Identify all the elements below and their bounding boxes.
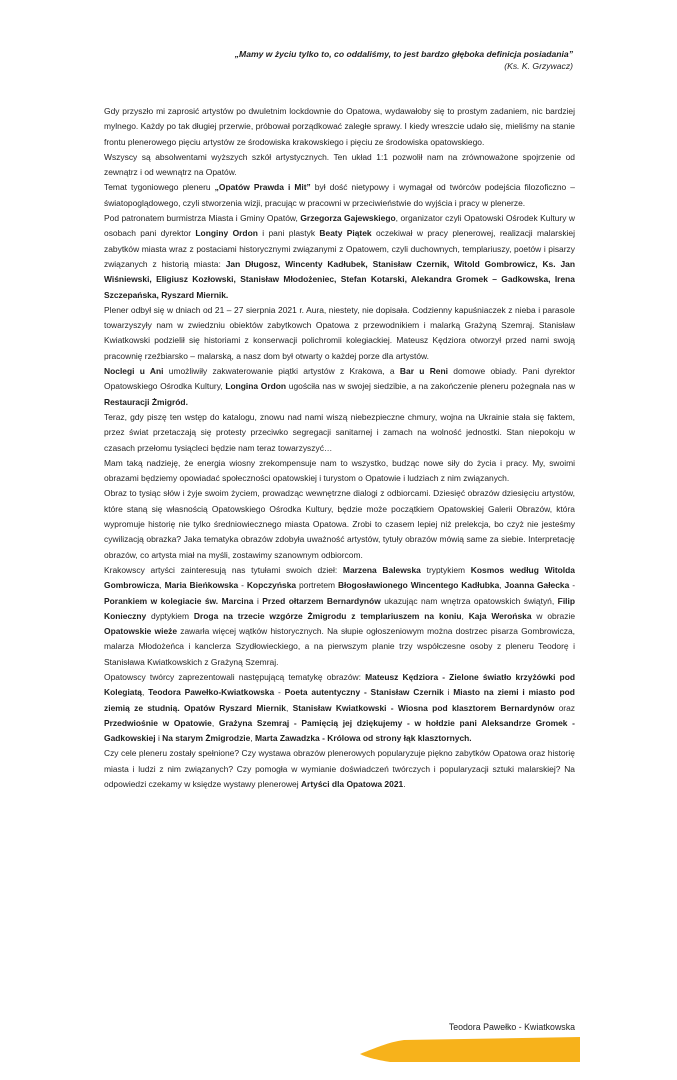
text-run: Gdy przyszło mi zaprosić artystów po dwuletnim lockdownie do Opatowa, wydawałoby się to prostym zadaniem, nic bardziej mylnego. Każdy po tak długiej przerwie, próbował porządkować zaległe sprawy. I kiedy wreszcie udało się, mieliśmy na stanie frontu plenerowego pięciu artystów ze środowiska krakowskiego i pięciu ze środowiska opatowskiego. [104, 106, 575, 147]
text-run: , [250, 733, 256, 744]
text-run: Temat tygoniowego pleneru [104, 182, 215, 193]
bold-text-run: Bar u Reni [399, 366, 449, 377]
bold-text-run: Filip Konieczny [104, 595, 576, 621]
text-run: był dość nietypowy i wymagał od twórców podejścia filozoficzno – światopoglądowego, czyli stworzenia wizji, pracując w pracowni w przeciwieństwie do wyjścia i pracy w plenerze. [104, 182, 575, 208]
bold-text-run: Artyści dla Opatowa 2021 [300, 779, 404, 790]
text-run: Czy cele pleneru zostały spełnione? Czy wystawa obrazów plenerowych popularyzuje piękno zabytków Opatowa oraz historię miasta i ludzi z nim związanych? Czy pomogła w wymianie doświadczeń twórczych i popularyzacji sztuki malarskiej? Na odpowiedzi czekamy w księdze wystawy plenerowej [104, 748, 575, 790]
bold-text-run: Mateusz Kędziora - Zielone światło krzyżówki pod Kolegiatą [104, 671, 575, 698]
bold-text-run: Przedwiośnie w Opatowie [104, 717, 212, 728]
bold-text-run: Droga na trzecie wzgórze Żmigrodu z templariuszem na koniu [193, 610, 462, 621]
bold-text-run: Przed ołtarzem Bernardynów [262, 595, 381, 606]
text-run: i [253, 595, 263, 606]
bold-text-run: Opatowskie wieże [104, 626, 178, 637]
brush-stroke-shape [360, 1037, 580, 1062]
bold-text-run: Maria Bieńkowska [164, 580, 239, 591]
text-run: - [238, 580, 247, 591]
text-run: , [211, 717, 219, 728]
body-paragraph [104, 670, 575, 746]
body-paragraph [104, 303, 575, 364]
bold-text-run: Poeta autentyczny - Stanisław Czernik [284, 687, 444, 698]
bold-text-run: Marta Zawadzka - Królowa od strony łąk klasztornych. [255, 733, 472, 744]
body-paragraph [104, 211, 575, 303]
text-run: Obraz to tysiąc słów i żyje swoim życiem, prowadząc wewnętrzne dialogi z odbiorcami. Dziesięć obrazów dziesięciu artystów, które staną się własnością Opatowskiego Ośrodka Kultury, będzie może początkiem Opatowskiej Galerii Obrazów, która wypromuje historię nie tylko średniowiecznego miasta Opatowa. Zrobi to czasem lepiej niż prelekcja, bo czyż nie jesteśmy cywilizacją obrazka? Jaka tematyka obrazów zdobyła uważność artystów, tytuły obrazów mówią same za siebie. Interpretację obrazów, co artysta miał na myśli, zostawimy szanownym odbiorcom. [104, 488, 575, 560]
bold-text-run: Marzena Balewska [342, 564, 421, 575]
article-body [104, 104, 575, 792]
text-run: Teraz, gdy piszę ten wstęp do katalogu, znowu nad nami wiszą niebezpieczne chmury, wojna na Ukrainie stała się faktem, przez świat przetaczają się protesty przeciwko segregacji sanitarnej i zamach na wolność jednostki. Stan niepokoju w czasach przełomu tysiącleci będzie nam teraz towarzyszyć… [104, 411, 575, 453]
bold-text-run: Joanna Gałecka [504, 580, 570, 591]
text-run: umożliwiły zakwaterowanie piątki artystów z Krakowa, a [163, 366, 400, 377]
text-run: , [141, 687, 149, 698]
text-run: Krakowscy artyści zainteresują nas tytułami swoich dzieł: [104, 564, 343, 575]
bold-text-run: Beaty Piątek [319, 228, 372, 239]
text-run: i pani plastyk [257, 228, 320, 239]
text-run: . [403, 779, 406, 790]
text-run: Mam taką nadzieję, że energia wiosny zrekompensuje nam to wszystko, budząc nowe siły do życia i pracy. My, swoimi obrazami będziemy opowiadać społeczności opatowskiej i turystom o Opatowie i ludziach z nim związanych. [104, 457, 575, 484]
quote-author: (Ks. K. Grzywacz) [504, 61, 573, 71]
text-run: ugościła nas w swojej siedzibie, a na zakończenie pleneru pożegnała nas w [286, 381, 575, 392]
text-run: - [274, 687, 285, 698]
decorative-brush-stripe [360, 1034, 580, 1062]
bold-text-run: Porankiem w kolegiacie św. Marcina [104, 595, 254, 606]
text-run: i [155, 733, 163, 744]
body-paragraph [104, 104, 575, 150]
bold-text-run: Noclegi u Ani [104, 366, 164, 377]
text-run: ukazując nam wnętrza opatowskich świątyń, [380, 595, 558, 606]
author-signature: Teodora Pawełko - Kwiatkowska [448, 1022, 575, 1032]
bold-text-run: „Opatów Prawda i Mit” [214, 182, 311, 193]
text-run: , [461, 610, 469, 621]
bold-text-run: Kopczyńska [246, 580, 297, 591]
bold-text-run: Stanisław Kwiatkowski - Wiosna pod klasztorem Bernardynów [292, 702, 555, 713]
header-quote: „Mamy w życiu tylko to, co oddaliśmy, to jest bardzo głęboka definicja posiadania” [234, 49, 573, 59]
bold-text-run: Restauracji Żmigród. [104, 396, 188, 407]
text-run: , [499, 580, 505, 591]
header-quote-block [113, 48, 573, 72]
text-run: w obrazie [531, 610, 576, 621]
body-paragraph [104, 563, 575, 670]
text-run: portretem [296, 580, 338, 591]
bold-text-run: Longiny Ordon [195, 228, 258, 239]
bold-text-run: Błogosławionego Wincentego Kadłubka [337, 580, 500, 591]
text-run: , organizator czyli Opatowski Ośrodek Kultury w osobach pani dyrektor [104, 213, 575, 239]
bold-text-run: Na starym Żmigrodzie [162, 733, 251, 744]
text-run: , [159, 580, 165, 591]
text-run: zawarła więcej wątków historycznych. Na słupie ogłoszeniowym można dostrzec pisarza Gombrowicza, malarza Młodożeńca i kanclerza Szydłowieckiego, a na pierwszym planie trzy współczesne osoby z pleneru Teodorę i Stanisława Kwiatkowskich z Grażyną Szemraj. [104, 626, 576, 667]
body-paragraph [104, 746, 575, 792]
body-paragraph [104, 364, 575, 410]
text-run: dyptykiem [146, 610, 194, 621]
bold-text-run: Grażyna Szemraj - Pamięcią jej dziękujemy - w hołdzie pani Aleksandrze Gromek - Gadkowskiej [104, 717, 575, 744]
body-paragraph [104, 180, 575, 211]
text-run: - [569, 580, 576, 591]
text-run: Wszyscy są absolwentami wyższych szkół artystycznych. Ten układ 1:1 pozwolił nam na zrównoważone spojrzenie od zewnątrz i od wewnątrz na Opatów. [104, 151, 575, 178]
text-run: oraz [554, 702, 575, 713]
body-paragraph [104, 410, 575, 456]
bold-text-run: Jan Długosz, Wincenty Kadłubek, Stanisław Czernik, Witold Gombrowicz, Ks. Jan Wiśniewski, Eligiusz Kozłowski, Stanisław Młodożeniec, Stefan Kotarski, Alekandra Gromek – Gadkowska, Irena Szczepańska, Ryszard Miernik. [104, 258, 575, 300]
bold-text-run: Longina Ordon [225, 381, 287, 392]
text-run: Pod patronatem burmistrza Miasta i Gminy Opatów, [104, 213, 301, 224]
text-run: i [443, 687, 454, 698]
text-run: domowe obiady. Pani dyrektor Opatowskiego Ośrodka Kultury, [104, 366, 576, 392]
text-run: oczekiwał w pracy plenerowej, realizacji malarskiej zabytków miasta wraz z postaciami historycznymi związanymi z Opatowem, czyli duchownych, templariuszy, poetów i pisarzy związanych z historią miasta: [104, 228, 575, 269]
body-paragraph [104, 486, 575, 562]
text-run: tryptykiem [420, 564, 471, 575]
bold-text-run: Miasto na ziemi i miasto pod ziemią ze studnią. Opatów Ryszard Miernik [104, 687, 575, 713]
bold-text-run: Teodora Pawełko-Kwiatkowska [148, 687, 275, 698]
bold-text-run: Kaja Werońska [468, 610, 532, 621]
text-run: , [285, 702, 293, 713]
body-paragraph [104, 456, 575, 487]
body-paragraph [104, 150, 575, 181]
bold-text-run: Grzegorza Gajewskiego [300, 213, 396, 224]
bold-text-run: Kosmos według Witolda Gombrowicza [104, 564, 575, 591]
text-run: Plener odbył się w dniach od 21 – 27 sierpnia 2021 r. Aura, niestety, nie dopisała. Codzienny kapuśniaczek z nieba i parasole towarzyszyły nam w zwiedzniu obiektów zabytkowch Opatowa z przewodnikiem i malarką Grażyną Szemraj. Stanisław Kwiatkowski podzielił się historiami z konserwacji polichromii kolegiackiej. Mateusz Kędziora otworzył przed nami swoją pracownię rzeźbiarsko – malarską, a nasz dom był otwarty o każdej porze dla artystów. [104, 304, 575, 361]
text-run: Opatowscy twórcy zaprezentowali następującą tematykę obrazów: [104, 671, 366, 682]
